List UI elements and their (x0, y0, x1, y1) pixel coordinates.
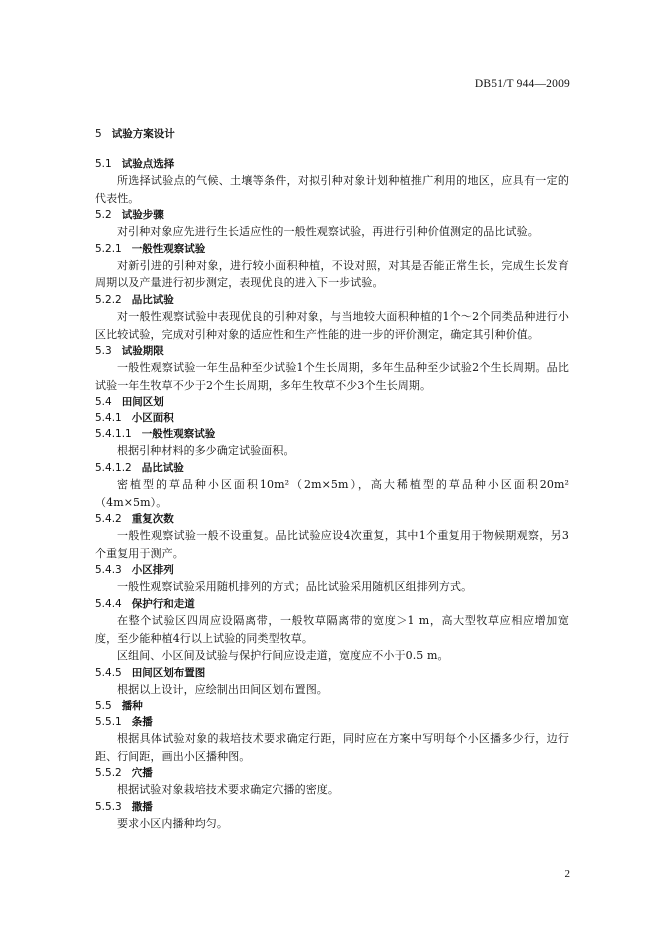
paragraph: 根据引种材料的多少确定试验面积。 (117, 444, 295, 458)
heading-gap (122, 243, 132, 255)
heading-gap (122, 513, 132, 525)
section-number: 5.5 (95, 700, 112, 713)
section-heading (95, 207, 569, 223)
section-title: 重复次数 (131, 513, 174, 526)
heading-gap (112, 158, 122, 170)
section-heading (95, 241, 569, 257)
section-title: 田间区划布置图 (131, 666, 206, 679)
heading-gap (132, 428, 142, 440)
section-title: 一般性观察试验 (131, 242, 206, 255)
section-heading (95, 596, 569, 612)
section-number: 5.4.5 (95, 666, 122, 679)
page-number: 2 (564, 868, 570, 880)
paragraph: 要求小区内播种均匀。 (117, 817, 228, 831)
section-title: 试验期限 (121, 345, 164, 358)
heading-gap (112, 396, 122, 408)
paragraph: 对新引进的引种对象，进行较小面积种植，不设对照，对其是否能正常生长，完成生长发育周期以及产量进行初步测定，表现优良的进入下一步试验。 (95, 258, 569, 290)
paragraph: 在整个试验区四周应设隔离带，一般牧草隔离带的宽度＞1 m，高大型牧草应相应增加宽度，至少能种植4行以上试验的同类型牧草。 (95, 613, 569, 645)
section-number: 5.5.2 (95, 767, 122, 780)
section-number: 5.4.1.2 (95, 461, 132, 474)
document-body (95, 126, 569, 833)
section-title: 小区面积 (131, 412, 174, 425)
section-heading (95, 292, 569, 308)
section-heading (95, 511, 569, 527)
section-title: 穴播 (131, 767, 153, 780)
section-title: 条播 (131, 716, 153, 729)
paragraph: 一般性观察试验采用随机排列的方式；品比试验采用随机区组排列方式。 (117, 580, 473, 594)
section-heading (95, 126, 569, 142)
heading-gap (112, 345, 122, 357)
section-title: 小区排列 (131, 564, 174, 577)
heading-gap (122, 564, 132, 576)
paragraph: 所选择试验点的气候、土壤等条件，对拟引种对象计划种植推广利用的地区，应具有一定的代表性。 (95, 174, 569, 205)
paragraph: 一般性观察试验一般不设重复。品比试验应设4次重复，其中1个重复用于物候期观察，另3个重复用于测产。 (95, 529, 569, 560)
heading-gap (122, 667, 132, 679)
heading-gap (112, 209, 122, 221)
section-heading (95, 714, 569, 730)
section-number: 5.5.1 (95, 716, 122, 729)
section-title: 试验方案设计 (111, 128, 175, 140)
section-heading (95, 765, 569, 781)
paragraph: 对引种对象应先进行生长适应性的一般性观察试验，再进行引种价值测定的品比试验。 (117, 225, 539, 239)
heading-gap (122, 716, 132, 728)
section-heading (95, 343, 569, 359)
section-title: 试验步骤 (121, 209, 164, 222)
section-title: 田间区划 (121, 396, 164, 409)
section-heading (95, 799, 569, 815)
header-code: DB51/T 944—2009 (474, 78, 570, 90)
section-heading (95, 394, 569, 410)
paragraph: 根据具体试验对象的栽培技术要求确定行距，同时应在方案中写明每个小区播多少行，边行距、行间距，画出小区播种图。 (95, 732, 569, 763)
section-number: 5.2.2 (95, 293, 122, 306)
section-heading (95, 698, 569, 714)
section-number: 5.4.2 (95, 513, 122, 526)
section-title: 品比试验 (141, 461, 184, 474)
section-title: 一般性观察试验 (141, 428, 216, 441)
heading-gap (122, 801, 132, 813)
section-number: 5.2.1 (95, 242, 122, 255)
section-title: 撒播 (131, 801, 153, 814)
section-number: 5.3 (95, 345, 112, 358)
section-title: 试验点选择 (121, 158, 175, 170)
section-number: 5.5.3 (95, 801, 122, 814)
section-number: 5.4.1.1 (95, 428, 132, 441)
section-number: 5.4.1 (95, 412, 122, 425)
paragraph: 对一般性观察试验中表现优良的引种对象，与当地较大面积种植的1个～2个同类品种进行小区比较试验，完成对引种对象的适应性和生产性能的进一步的评价测定，确定其引种价值。 (95, 309, 569, 341)
heading-gap (122, 294, 132, 306)
paragraph: 一般性观察试验一年生品种至少试验1个生长周期，多年生品种至少试验2个生长周期。品比试验一年生牧草不少于2个生长周期，多年生牧草不少3个生长周期。 (95, 361, 569, 392)
section-number: 5.4.3 (95, 564, 122, 577)
section-heading (95, 665, 569, 681)
heading-gap (102, 128, 112, 140)
section-heading (95, 562, 569, 578)
section-title: 播种 (121, 700, 143, 713)
section-title: 保护行和走道 (131, 597, 195, 610)
section-heading (95, 426, 569, 442)
paragraph: 根据试验对象栽培技术要求确定穴播的密度。 (117, 783, 339, 797)
heading-gap (122, 598, 132, 610)
heading-gap (122, 767, 132, 779)
section-number: 5.4.4 (95, 597, 122, 610)
section-heading (95, 156, 569, 172)
section-title: 品比试验 (131, 293, 174, 306)
heading-gap (122, 412, 132, 424)
heading-gap (132, 462, 142, 474)
section-number: 5.4 (95, 396, 112, 409)
section-number: 5.1 (95, 158, 112, 170)
section-number: 5 (95, 128, 102, 140)
section-heading (95, 410, 569, 426)
section-number: 5.2 (95, 209, 112, 222)
paragraph: 密植型的草品种小区面积10m²（2m×5m），高大稀植型的草品种小区面积20m²（4m×5m）。 (95, 477, 569, 509)
paragraph: 根据以上设计，应绘制出田间区划布置图。 (117, 682, 328, 696)
heading-gap (112, 700, 122, 712)
section-heading (95, 460, 569, 476)
paragraph: 区组间、小区间及试验与保护行间应设走道，宽度应不小于0.5 m。 (117, 649, 449, 663)
